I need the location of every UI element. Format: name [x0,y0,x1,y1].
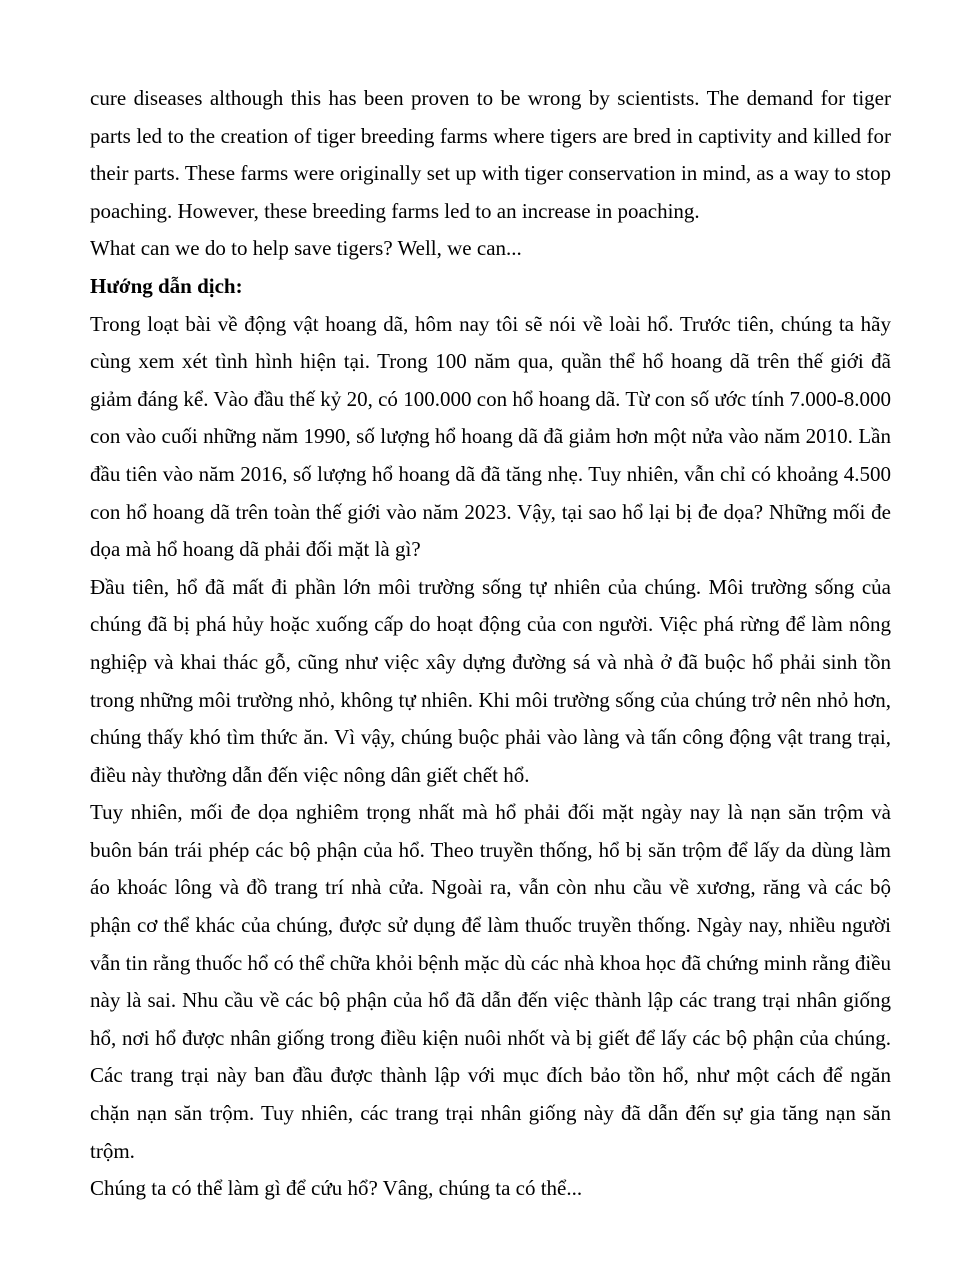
document-text-column [90,80,891,1208]
vietnamese-closing-line: Chúng ta có thể làm gì để cứu hổ? Vâng, chúng ta có thể... [90,1176,583,1201]
english-paragraph: cure diseases although this has been proven to be wrong by scientists. The demand for tiger parts led to the creation of tiger breeding farms where tigers are bred in captivity and killed for their parts. These farms were originally set up with tiger conservation in mind, as a way to stop poaching. However, these breeding farms led to an increase in poaching. [90,86,891,223]
vietnamese-paragraph-3: Tuy nhiên, mối đe dọa nghiêm trọng nhất mà hổ phải đối mặt ngày nay là nạn săn trộm và buôn bán trái phép các bộ phận của hổ. Theo truyền thống, hổ bị săn trộm để lấy da dùng làm áo khoác lông và đồ trang trí nhà cửa. Ngoài ra, vẫn còn nhu cầu về xương, răng và các bộ phận cơ thể khác của chúng, được sử dụng để làm thuốc truyền thống. Ngày nay, nhiều người vẫn tin rằng thuốc hổ có thể chữa khỏi bệnh mặc dù các nhà khoa học đã chứng minh rằng điều này là sai. Nhu cầu về các bộ phận của hổ đã dẫn đến việc thành lập các trang trại nhân giống hổ, nơi hổ được nhân giống trong điều kiện nuôi nhốt và bị giết để lấy các bộ phận của chúng. Các trang trại này ban đầu được thành lập với mục đích bảo tồn hổ, như một cách để ngăn chặn nạn săn trộm. Tuy nhiên, các trang trại nhân giống này đã dẫn đến sự gia tăng nạn săn trộm. [90,800,891,1163]
translation-guide-heading: Hướng dẫn dịch: [90,273,243,298]
vietnamese-paragraph-1: Trong loạt bài về động vật hoang dã, hôm nay tôi sẽ nói về loài hổ. Trước tiên, chúng ta hãy cùng xem xét tình hình hiện tại. Trong 100 năm qua, quần thể hổ hoang dã trên thế giới đã giảm đáng kể. Vào đầu thế kỷ 20, có 100.000 con hổ hoang dã. Từ con số ước tính 7.000-8.000 con vào cuối những năm 1990, số lượng hổ hoang dã đã giảm hơn một nửa vào năm 2010. Lần đầu tiên vào năm 2016, số lượng hổ hoang dã đã tăng nhẹ. Tuy nhiên, vẫn chỉ có khoảng 4.500 con hổ hoang dã trên toàn thế giới vào năm 2023. Vậy, tại sao hổ lại bị đe dọa? Những mối đe dọa mà hổ hoang dã phải đối mặt là gì? [90,311,891,562]
english-question-line: What can we do to help save tigers? Well, we can... [90,236,522,261]
vietnamese-paragraph-2: Đầu tiên, hổ đã mất đi phần lớn môi trường sống tự nhiên của chúng. Môi trường sống của chúng đã bị phá hủy hoặc xuống cấp do hoạt động của con người. Việc phá rừng để làm nông nghiệp và khai thác gỗ, cũng như việc xây dựng đường sá và nhà ở đã buộc hổ phải sinh tồn trong những môi trường nhỏ, không tự nhiên. Khi môi trường sống của chúng trở nên nhỏ hơn, chúng thấy khó tìm thức ăn. Vì vậy, chúng buộc phải vào làng và tấn công động vật trang trại, điều này thường dẫn đến việc nông dân giết chết hổ. [90,574,891,787]
